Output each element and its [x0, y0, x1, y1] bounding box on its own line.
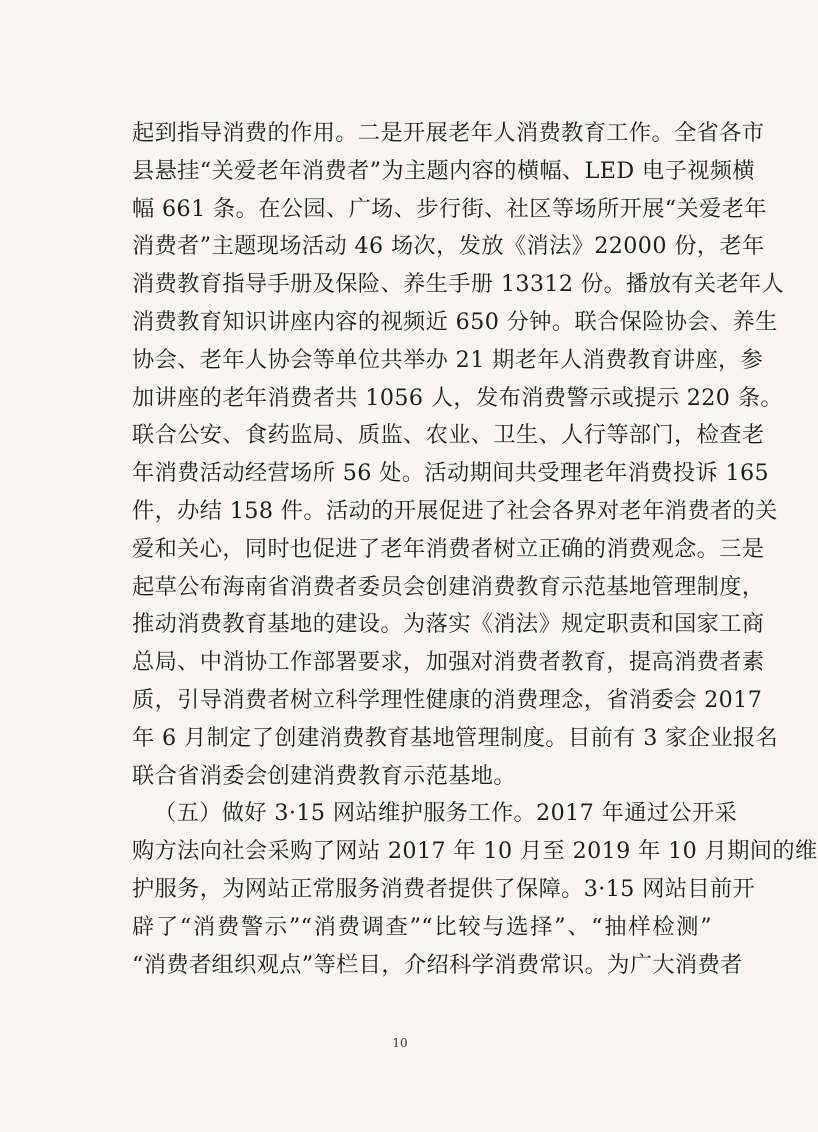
text-line: 护服务，为网站正常服务消费者提供了保障。3·15 网站目前开: [132, 875, 756, 902]
text-line: 消费者”主题现场活动 46 场次，发放《消法》22000 份，老年: [132, 233, 765, 260]
text-line: 消费教育指导手册及保险、养生手册 13312 份。播放有关老年人: [132, 271, 785, 298]
text-line: 加讲座的老年消费者共 1056 人，发布消费警示或提示 220 条。: [132, 384, 783, 411]
text-line: 县悬挂“关爱老年消费者”为主题内容的横幅、LED 电子视频横: [132, 157, 755, 184]
text-line: 联合公安、食药监局、质监、农业、卫生、人行等部门，检查老: [132, 422, 765, 449]
text-line: 幅 661 条。在公园、广场、步行街、社区等场所开展“关爱老年: [132, 195, 767, 222]
body-text: [132, 115, 818, 984]
text-line: 购方法向社会采购了网站 2017 年 10 月至 2019 年 10 月期间的维: [132, 838, 818, 865]
text-line: 起到指导消费的作用。二是开展老年人消费教育工作。全省各市: [132, 120, 765, 146]
text-line: 年消费活动经营场所 56 处。活动期间共受理老年消费投诉 165: [132, 460, 770, 487]
text-line: 推动消费教育基地的建设。为落实《消法》规定职责和国家工商: [132, 611, 765, 638]
text-line: 质，引导消费者树立科学理性健康的消费理念，省消委会 2017: [132, 686, 763, 713]
text-line: 件，办结 158 件。活动的开展促进了社会各界对老年消费者的关: [132, 497, 778, 524]
page-number: 10: [392, 1036, 408, 1050]
text-line: 联合省消委会创建消费教育示范基地。: [132, 762, 516, 789]
text-line: 起草公布海南省消费者委员会创建消费教育示范基地管理制度，: [132, 573, 765, 600]
text-line: 辟了“消费警示”“消费调查”“比较与选择”、“抽样检测”: [132, 913, 712, 940]
text-line: 消费教育知识讲座内容的视频近 650 分钟。联合保险协会、养生: [132, 308, 778, 335]
section-heading-line: （五）做好 3·15 网站维护服务工作。2017 年通过公开采: [154, 800, 738, 827]
text-line: 爱和关心，同时也促进了老年消费者树立正确的消费观念。三是: [132, 535, 765, 562]
text-line: 年 6 月制定了创建消费教育基地管理制度。目前有 3 家企业报名: [132, 724, 779, 751]
text-line: “消费者组织观点”等栏目，介绍科学消费常识。为广大消费者: [132, 951, 743, 978]
text-line: 协会、老年人协会等单位共举办 21 期老年人消费教育讲座，参: [132, 346, 764, 373]
text-line: 总局、中消协工作部署要求，加强对消费者教育，提高消费者素: [132, 649, 765, 676]
